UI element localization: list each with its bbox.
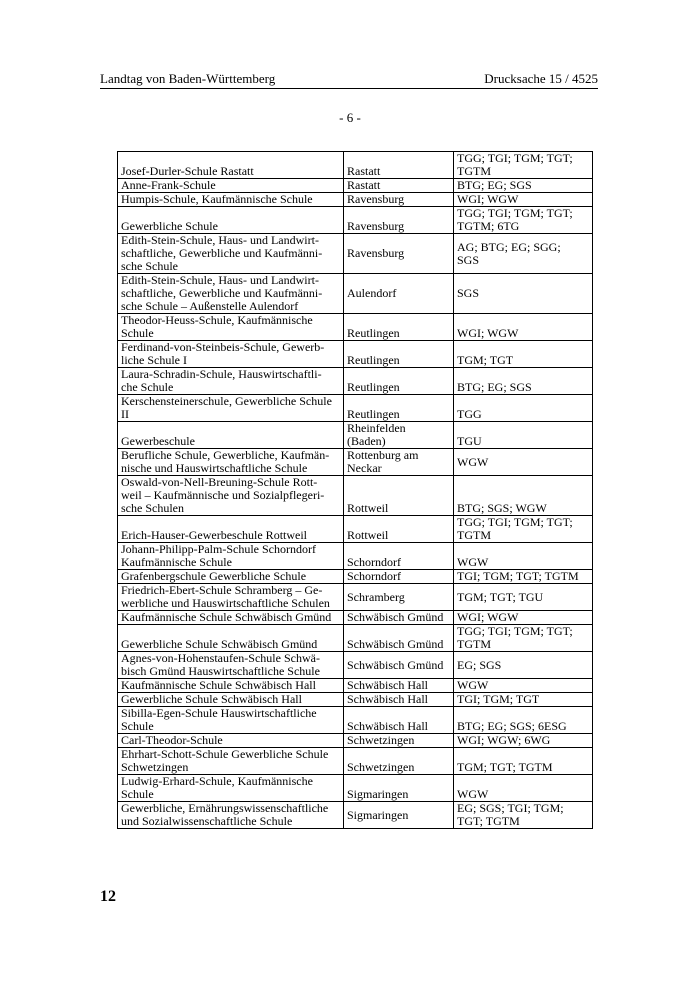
school-types-cell-line: EG; SGS; TGI; TGM; [457, 801, 564, 815]
place-cell-line: Schwäbisch Gmünd [347, 657, 444, 672]
place-cell-line: Aulendorf [347, 286, 397, 300]
school-name-cell-line: weil – Kaufmännische und Sozialpflegeri- [121, 488, 325, 502]
school-name-cell-line: liche Schule I [121, 353, 187, 367]
school-name-cell [118, 734, 344, 748]
school-name-cell-line: Schule [121, 326, 154, 340]
school-types-cell-line: WGI; WGW [457, 610, 519, 624]
school-types-cell [454, 707, 593, 734]
school-types-cell [454, 179, 593, 193]
table-row [118, 802, 593, 829]
place-cell [344, 516, 454, 543]
school-types-cell [454, 516, 593, 543]
footer-page-number: 12 [100, 888, 116, 905]
school-name-cell-line: Schwetzingen [121, 760, 189, 774]
school-name-cell-line: Kaufmännische Schule [121, 555, 232, 569]
school-name-cell-line: Agnes-von-Hohenstaufen-Schule Schwä- [121, 651, 320, 665]
table-row [118, 193, 593, 207]
school-name-cell [118, 234, 344, 274]
place-cell [344, 395, 454, 422]
place-cell [344, 734, 454, 748]
place-cell-line: Schramberg [347, 589, 405, 604]
school-types-cell-line: TGI; TGM; TGT; TGTM [457, 569, 579, 583]
table-row [118, 652, 593, 679]
table-row [118, 341, 593, 368]
school-types-cell-line: WGI; WGW [457, 326, 519, 340]
school-name-cell-line: Edith-Stein-Schule, Haus- und Landwirt- [121, 273, 319, 287]
school-types-cell [454, 584, 593, 611]
school-types-cell-line: BTG; EG; SGS; 6ESG [457, 719, 567, 733]
school-types-cell-line: SGS [457, 286, 480, 300]
place-cell [344, 584, 454, 611]
school-types-cell [454, 422, 593, 449]
school-name-cell [118, 802, 344, 829]
school-name-cell-line: nische und Hauswirtschaftliche Schule [121, 461, 308, 475]
school-types-cell [454, 368, 593, 395]
school-types-cell [454, 193, 593, 207]
school-name-cell [118, 207, 344, 234]
school-name-cell [118, 395, 344, 422]
table-row [118, 570, 593, 584]
place-cell [344, 179, 454, 193]
school-name-cell-line: Edith-Stein-Schule, Haus- und Landwirt- [121, 233, 319, 247]
place-cell [344, 449, 454, 476]
school-name-cell-line: Johann-Philipp-Palm-Schule Schorndorf [121, 542, 316, 556]
table-row [118, 449, 593, 476]
place-cell-line: Schorndorf [347, 569, 401, 583]
place-cell [344, 611, 454, 625]
table-row [118, 748, 593, 775]
table-row [118, 234, 593, 274]
table-row [118, 152, 593, 179]
school-types-cell-line: BTG; SGS; WGW [457, 501, 547, 515]
place-cell-line: Ravensburg [347, 246, 405, 260]
table-row [118, 395, 593, 422]
school-name-cell [118, 679, 344, 693]
school-name-cell-line: Kaufmännische Schule Schwäbisch Gmünd [121, 610, 332, 624]
place-cell [344, 234, 454, 274]
place-cell [344, 274, 454, 314]
school-name-cell [118, 693, 344, 707]
school-types-cell-line: EG; SGS [457, 657, 502, 672]
school-types-cell-line: WGW [457, 678, 489, 692]
school-name-cell [118, 476, 344, 516]
school-name-cell-line: II [121, 407, 129, 421]
place-cell-line: Rottweil [347, 501, 389, 515]
school-name-cell [118, 152, 344, 179]
place-cell [344, 368, 454, 395]
school-name-cell [118, 652, 344, 679]
school-types-cell [454, 693, 593, 707]
school-name-cell [118, 584, 344, 611]
table-row [118, 476, 593, 516]
school-name-cell-line: Kerschensteinerschule, Gewerbliche Schule [121, 394, 332, 408]
place-cell-line: Sigmaringen [347, 807, 409, 822]
school-name-cell [118, 707, 344, 734]
school-types-cell [454, 476, 593, 516]
school-name-cell [118, 748, 344, 775]
school-name-cell [118, 625, 344, 652]
place-cell [344, 775, 454, 802]
school-types-cell [454, 652, 593, 679]
school-types-cell-line: WGW [457, 454, 489, 469]
place-cell [344, 679, 454, 693]
place-cell [344, 543, 454, 570]
school-types-cell [454, 207, 593, 234]
school-name-cell-line: Ehrhart-Schott-Schule Gewerbliche Schule [121, 747, 329, 761]
school-name-cell-line: sche Schule – Außenstelle Aulendorf [121, 299, 299, 313]
table-row [118, 179, 593, 193]
place-cell [344, 802, 454, 829]
header-rule [100, 88, 598, 89]
school-name-cell [118, 449, 344, 476]
place-cell-line: Schwäbisch Gmünd [347, 637, 444, 651]
table-row [118, 611, 593, 625]
school-types-cell [454, 611, 593, 625]
school-name-cell-line: werbliche und Hauswirtschaftliche Schulen [121, 596, 330, 610]
place-cell-line: Reutlingen [347, 407, 400, 421]
place-cell-line: Schwäbisch Gmünd [347, 610, 444, 624]
place-cell [344, 748, 454, 775]
place-cell [344, 314, 454, 341]
school-types-cell [454, 152, 593, 179]
school-types-cell [454, 234, 593, 274]
school-types-cell-line: AG; BTG; EG; SGG; [457, 239, 561, 254]
school-types-cell-line: BTG; EG; SGS [457, 178, 532, 192]
school-name-cell-line: Grafenbergschule Gewerbliche Schule [121, 569, 307, 583]
school-types-cell [454, 802, 593, 829]
school-name-cell-line: sche Schule [121, 259, 178, 273]
school-types-cell [454, 570, 593, 584]
table-row [118, 679, 593, 693]
school-types-cell-line: TGM; TGT; TGU [457, 589, 544, 604]
page-marker: - 6 - [339, 110, 361, 125]
table-row [118, 516, 593, 543]
school-name-cell-line: Humpis-Schule, Kaufmännische Schule [121, 192, 313, 206]
place-cell-line: Reutlingen [347, 326, 400, 340]
school-types-cell [454, 341, 593, 368]
school-name-cell-line: Erich-Hauser-Gewerbeschule Rottweil [121, 528, 308, 542]
school-name-cell-line: bisch Gmünd Hauswirtschaftliche Schule [121, 664, 320, 678]
table-row [118, 274, 593, 314]
school-table-body [118, 152, 593, 829]
school-types-cell-line: TGU [457, 434, 482, 448]
school-name-cell-line: Josef-Durler-Schule Rastatt [121, 164, 254, 178]
table-row [118, 543, 593, 570]
place-cell-line: Rastatt [347, 178, 381, 192]
table-row [118, 693, 593, 707]
school-types-cell-line: TGTM; 6TG [457, 219, 520, 233]
school-name-cell-line: Ludwig-Erhard-Schule, Kaufmännische [121, 774, 313, 788]
table-row [118, 368, 593, 395]
school-types-cell-line: TGG [457, 407, 482, 421]
school-name-cell [118, 314, 344, 341]
school-name-cell [118, 516, 344, 543]
place-cell-line: Rastatt [347, 164, 381, 178]
place-cell [344, 422, 454, 449]
place-cell-line: Reutlingen [347, 353, 400, 367]
school-types-cell-line: BTG; EG; SGS [457, 380, 532, 394]
school-types-cell [454, 314, 593, 341]
school-types-cell-line: TGT; TGTM [457, 814, 520, 828]
school-types-cell-line: TGI; TGM; TGT [457, 692, 540, 706]
header-left: Landtag von Baden-Württemberg [100, 71, 276, 86]
header-right: Drucksache 15 / 4525 [484, 71, 598, 86]
school-name-cell-line: Anne-Frank-Schule [121, 178, 216, 192]
table-row [118, 314, 593, 341]
school-name-cell-line: Kaufmännische Schule Schwäbisch Hall [121, 678, 316, 692]
school-types-cell-line: TGM; TGT; TGTM [457, 760, 553, 774]
school-types-cell-line: TGG; TGI; TGM; TGT; [457, 515, 573, 529]
place-cell [344, 625, 454, 652]
table-row [118, 707, 593, 734]
school-name-cell-line: Theodor-Heuss-Schule, Kaufmännische [121, 313, 313, 327]
place-cell-line: Ravensburg [347, 192, 405, 206]
school-types-cell [454, 625, 593, 652]
place-cell [344, 476, 454, 516]
school-name-cell-line: sche Schulen [121, 501, 184, 515]
school-name-cell [118, 274, 344, 314]
place-cell-line: Neckar [347, 461, 382, 475]
table-row [118, 422, 593, 449]
school-types-cell-line: TGTM [457, 164, 491, 178]
school-name-cell [118, 179, 344, 193]
place-cell [344, 207, 454, 234]
school-name-cell [118, 193, 344, 207]
school-name-cell-line: Oswald-von-Nell-Breuning-Schule Rott- [121, 475, 318, 489]
place-cell-line: Rheinfelden [347, 421, 406, 435]
school-name-cell-line: Schule [121, 787, 154, 801]
school-types-cell [454, 679, 593, 693]
school-name-cell-line: Gewerbliche Schule Schwäbisch Hall [121, 692, 302, 706]
school-name-cell-line: Gewerbliche Schule Schwäbisch Gmünd [121, 637, 318, 651]
school-table [117, 151, 593, 829]
place-cell-line: Sigmaringen [347, 787, 409, 801]
table-row [118, 775, 593, 802]
school-types-cell-line: WGI; WGW [457, 192, 519, 206]
school-types-cell [454, 543, 593, 570]
school-types-cell [454, 734, 593, 748]
school-name-cell [118, 341, 344, 368]
school-types-cell-line: WGI; WGW; 6WG [457, 733, 551, 747]
school-name-cell [118, 368, 344, 395]
place-cell-line: Reutlingen [347, 380, 400, 394]
school-name-cell-line: und Sozialwissenschaftliche Schule [121, 814, 293, 828]
school-name-cell [118, 422, 344, 449]
school-name-cell-line: schaftliche, Gewerbliche und Kaufmänni- [121, 286, 323, 300]
school-types-cell-line: TGTM [457, 637, 491, 651]
place-cell-line: Schwäbisch Hall [347, 678, 428, 692]
place-cell [344, 707, 454, 734]
school-types-cell [454, 395, 593, 422]
school-name-cell [118, 570, 344, 584]
school-name-cell-line: Sibilla-Egen-Schule Hauswirtschaftliche [121, 706, 317, 720]
school-types-cell-line: WGW [457, 555, 489, 569]
place-cell-line: Schwäbisch Hall [347, 692, 428, 706]
place-cell-line: Schwetzingen [347, 733, 415, 747]
school-name-cell-line: Carl-Theodor-Schule [121, 733, 223, 747]
school-types-cell-line: TGTM [457, 528, 491, 542]
school-types-cell-line: WGW [457, 787, 489, 801]
place-cell [344, 341, 454, 368]
place-cell [344, 693, 454, 707]
school-types-cell [454, 449, 593, 476]
school-types-cell-line: SGS [457, 252, 480, 267]
school-name-cell-line: che Schule [121, 380, 174, 394]
school-types-cell [454, 274, 593, 314]
table-row [118, 734, 593, 748]
school-types-cell-line: TGG; TGI; TGM; TGT; [457, 206, 573, 220]
school-name-cell-line: Gewerbeschule [121, 434, 195, 448]
school-types-cell-line: TGG; TGI; TGM; TGT; [457, 624, 573, 638]
school-name-cell [118, 775, 344, 802]
place-cell [344, 652, 454, 679]
table-row [118, 207, 593, 234]
place-cell [344, 193, 454, 207]
school-types-cell-line: TGM; TGT [457, 353, 514, 367]
place-cell-line: Ravensburg [347, 219, 405, 233]
place-cell [344, 570, 454, 584]
place-cell-line: Schwäbisch Hall [347, 719, 428, 733]
school-name-cell-line: Gewerbliche Schule [121, 219, 218, 233]
place-cell-line: Rottweil [347, 528, 389, 542]
place-cell-line: Rottenburg am [347, 448, 419, 462]
school-name-cell-line: Ferdinand-von-Steinbeis-Schule, Gewerb- [121, 340, 325, 354]
school-name-cell-line: Gewerbliche, Ernährungswissenschaftliche [121, 801, 329, 815]
place-cell-line: Schwetzingen [347, 760, 415, 774]
school-name-cell-line: schaftliche, Gewerbliche und Kaufmänni- [121, 246, 323, 260]
table-row [118, 584, 593, 611]
school-name-cell [118, 543, 344, 570]
school-types-cell-line: TGG; TGI; TGM; TGT; [457, 151, 573, 165]
place-cell [344, 152, 454, 179]
place-cell-line: (Baden) [347, 434, 386, 448]
school-types-cell [454, 748, 593, 775]
table-row [118, 625, 593, 652]
place-cell-line: Schorndorf [347, 555, 401, 569]
school-name-cell-line: Berufliche Schule, Gewerbliche, Kaufmän- [121, 448, 330, 462]
school-types-cell [454, 775, 593, 802]
school-name-cell-line: Schule [121, 719, 154, 733]
school-name-cell-line: Laura-Schradin-Schule, Hauswirtschaftli- [121, 367, 322, 381]
school-name-cell-line: Friedrich-Ebert-Schule Schramberg – Ge- [121, 583, 323, 597]
school-name-cell [118, 611, 344, 625]
